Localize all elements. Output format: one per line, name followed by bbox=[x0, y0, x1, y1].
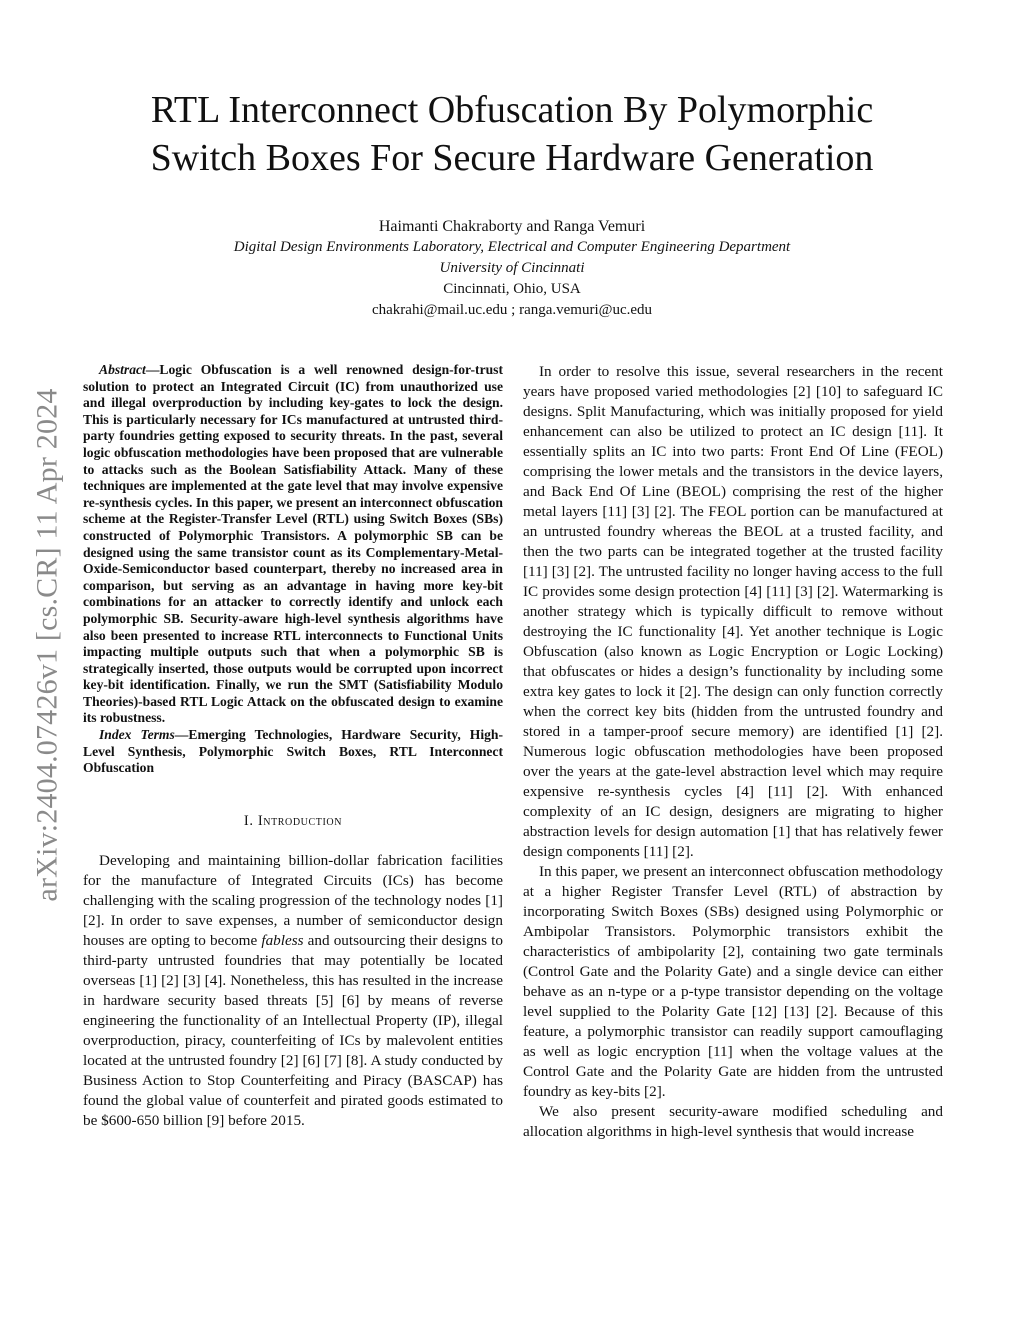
intro-p1-part-b: and outsourcing their designs to third-party untrusted foundries that may potentially be located overseas [1] [2] [3] [4]. Nonetheless, this has resulted in the increase in hardware security based threats [5] [6] by means of reverse engineering the functionality of an Intellectual Property (IP), illegal overproduction, piracy, counterfeiting of ICs by malevolent entities located at the untrusted foundry [2] [6] [7] [8]. A study conducted by Business Action to Stop Counterfeiting and Piracy (BASCAP) has found the global value of counterfeit and pirated goods estimated to be $600-650 billion [9] before 2015. bbox=[83, 931, 503, 1129]
paper-header bbox=[0, 86, 1024, 321]
abstract-text: Logic Obfuscation is a well renowned design-for-trust solution to protect an Integrated Circuit (IC) from unauthorized use and illegal overproduction by including key-gates to lock the design. This is particularly necessary for ICs manufactured at untrusted third-party foundries getting exposed to security threats. In the past, several logic obfuscation methodologies have been proposed that are vulnerable to attacks such as the Boolean Satisfiability Attack. Many of these techniques are implemented at the gate level that may involve expensive re-synthesis cycles. In this paper, we present an interconnect obfuscation scheme at the Register-Transfer Level (RTL) using Switch Boxes (SBs) constructed of Polymorphic Transistors. A polymorphic SB can be designed using the same transistor count as its Complementary-Metal-Oxide-Semiconductor based counterpart, thereby no increased area in comparison, but serving as an advantage in having more key-bit combinations for an attacker to correctly identify and unlock each polymorphic SB. Security-aware high-level synthesis algorithms have also been presented to increase RTL interconnects to Functional Units impacting multiple outputs such that when a polymorphic SB is strategically inserted, those outputs would be corrupted upon incorrect key-bit identification. Finally, we run the SMT (Satisfiability Modulo Theories)-based RTL Logic Attack on the obfuscated design to examine its robustness. bbox=[83, 362, 503, 726]
paper-title bbox=[0, 86, 1024, 182]
right-column bbox=[523, 362, 943, 1142]
index-terms-text: Emerging Technologies, Hardware Security, High-Level Synthesis, Polymorphic Switch Boxes, RTL Interconnect Obfuscation bbox=[83, 727, 503, 776]
intro-p1-fabless: fabless bbox=[261, 931, 304, 949]
affiliation-lab: Digital Design Environments Laboratory, Electrical and Computer Engineering Department bbox=[233, 239, 791, 255]
right-paragraph-2: In this paper, we present an interconnect obfuscation methodology at a higher Register Transfer Level (RTL) of abstraction by incorporating Switch Boxes (SBs) designed using Polymorphic or Ambipolar Transistors. Polymorphic transistors exhibit the characteristics of ambipolarity [2], containing two gate terminals (Control Gate and the Polarity Gate) and a single device can either behave as an n-type or a p-type transistor depending on the voltage level supplied to the Polarity Gate [12] [13] [2]. Because of this feature, a polymorphic transistor can readily support camouflaging as well as logic encryption [11] when the voltage values at the Control Gate and the Polarity Gate are hidden from the untrusted foundry as key-bits [2]. bbox=[523, 863, 943, 1100]
index-terms bbox=[83, 727, 503, 777]
section-number: I. bbox=[243, 812, 258, 829]
left-column bbox=[83, 362, 503, 1131]
intro-paragraph-1 bbox=[83, 851, 503, 1131]
abstract-dash: — bbox=[145, 362, 160, 377]
title-line-2: Switch Boxes For Secure Hardware Generation bbox=[150, 137, 874, 179]
abstract-label: Abstract bbox=[99, 362, 146, 377]
title-line-1: RTL Interconnect Obfuscation By Polymorphic bbox=[150, 89, 874, 131]
arxiv-identifier bbox=[28, 350, 68, 940]
index-terms-dash: — bbox=[174, 727, 189, 743]
section-heading-introduction bbox=[83, 811, 503, 831]
right-paragraph-1: In order to resolve this issue, several researchers in the recent years have proposed varied methodologies [2] [10] to safeguard IC designs. Split Manufacturing, which was initially proposed for yield enhancement can also be utilized to protect an IC design [11]. It essentially splits an IC into two parts: Front End Of Line (FEOL) comprising the lower metals and the transistors in the device layers, and Back End Of Line (BEOL) comprising the rest of the higher metal layers [11] [3] [2]. The FEOL portion can be manufactured at an untrusted foundry whereas the BEOL at a trusted facility, and then the two parts can be integrated together at the trusted facility [11] [3] [2]. The untrusted facility no longer having access to the full IC provides some design protection [4] [11] [3] [2]. Watermarking is another strategy which is typically difficult to remove without destroying the IC functionality [4]. Yet another technique is Logic Obfuscation (also known as Logic Encryption or Logic Locking) that obfuscates or hides a design’s functionality by including some extra key gates to lock it [2]. The design can only function correctly when the correct key bits (hidden from the untrusted foundry and stored in a tamper-proof secure memory) are identified [1] [2]. Numerous logic obfuscation methodologies have been proposed over the years at the gate-level abstraction level which may require expensive re-synthesis cycles [4] [11] [2]. With enhanced complexity of an IC design, designers are migrating to higher abstraction levels for design automation [1] that has relatively fewer design components [11] [2]. bbox=[523, 363, 943, 860]
affiliation-location: Cincinnati, Ohio, USA bbox=[443, 281, 581, 297]
affiliation-university: University of Cincinnati bbox=[439, 260, 585, 276]
author-names: Haimanti Chakraborty and Ranga Vemuri bbox=[378, 218, 646, 235]
index-terms-label: Index Terms bbox=[99, 727, 175, 743]
section-title: Introduction bbox=[257, 812, 343, 829]
intro-p1-part-a: Developing and maintaining billion-dollar fabrication facilities for the manufacture of Integrated Circuits (ICs) has become challenging with the scaling progression of the technology nodes [1] [2]. In order to save expenses, a number of semiconductor design houses are opting to become bbox=[83, 851, 503, 949]
author-emails: chakrahi@mail.uc.edu ; ranga.vemuri@uc.edu bbox=[371, 302, 653, 318]
right-paragraph-3: We also present security-aware modified scheduling and allocation algorithms in high-level synthesis that would increase bbox=[523, 1103, 943, 1140]
arxiv-stamp-text: arXiv:2404.07426v1 [cs.CR] 11 Apr 2024 bbox=[31, 388, 64, 902]
abstract bbox=[83, 362, 503, 727]
